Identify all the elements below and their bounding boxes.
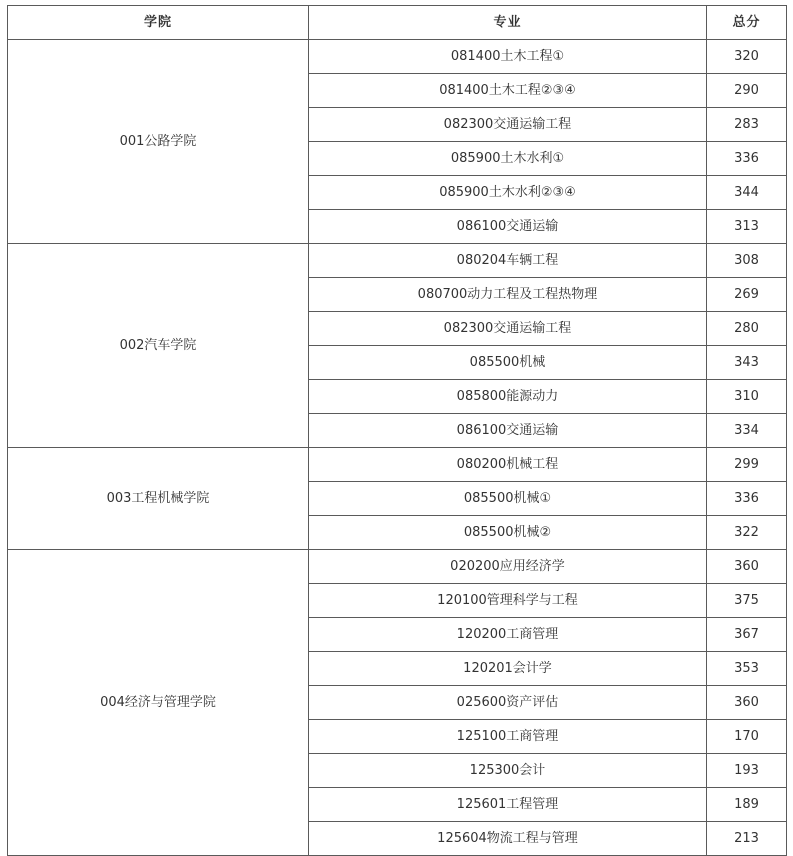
major-cell: 081400土木工程① bbox=[309, 40, 707, 74]
major-cell: 080204车辆工程 bbox=[309, 244, 707, 278]
score-table bbox=[7, 5, 787, 856]
major-cell: 125300会计 bbox=[309, 754, 707, 788]
score-cell: 310 bbox=[707, 380, 787, 414]
major-cell: 120200工商管理 bbox=[309, 618, 707, 652]
score-cell: 360 bbox=[707, 686, 787, 720]
score-cell: 343 bbox=[707, 346, 787, 380]
score-cell: 189 bbox=[707, 788, 787, 822]
major-cell: 082300交通运输工程 bbox=[309, 312, 707, 346]
score-cell: 367 bbox=[707, 618, 787, 652]
score-cell: 193 bbox=[707, 754, 787, 788]
score-cell: 299 bbox=[707, 448, 787, 482]
major-cell: 125601工程管理 bbox=[309, 788, 707, 822]
major-cell: 085900土木水利① bbox=[309, 142, 707, 176]
major-cell: 080700动力工程及工程热物理 bbox=[309, 278, 707, 312]
major-cell: 125100工商管理 bbox=[309, 720, 707, 754]
header-score: 总分 bbox=[707, 6, 787, 40]
table-row bbox=[8, 40, 787, 74]
major-cell: 086100交通运输 bbox=[309, 210, 707, 244]
college-cell: 003工程机械学院 bbox=[8, 448, 309, 550]
header-college: 学院 bbox=[8, 6, 309, 40]
major-cell: 025600资产评估 bbox=[309, 686, 707, 720]
score-cell: 283 bbox=[707, 108, 787, 142]
score-cell: 344 bbox=[707, 176, 787, 210]
college-cell: 002汽车学院 bbox=[8, 244, 309, 448]
score-cell: 290 bbox=[707, 74, 787, 108]
table-row bbox=[8, 550, 787, 584]
table-row bbox=[8, 244, 787, 278]
score-cell: 308 bbox=[707, 244, 787, 278]
score-cell: 320 bbox=[707, 40, 787, 74]
score-cell: 375 bbox=[707, 584, 787, 618]
major-cell: 020200应用经济学 bbox=[309, 550, 707, 584]
header-major: 专业 bbox=[309, 6, 707, 40]
major-cell: 120100管理科学与工程 bbox=[309, 584, 707, 618]
score-cell: 334 bbox=[707, 414, 787, 448]
table-header bbox=[8, 6, 787, 40]
header-row bbox=[8, 6, 787, 40]
major-cell: 085900土木水利②③④ bbox=[309, 176, 707, 210]
table-body bbox=[8, 40, 787, 856]
major-cell: 082300交通运输工程 bbox=[309, 108, 707, 142]
major-cell: 085800能源动力 bbox=[309, 380, 707, 414]
score-cell: 353 bbox=[707, 652, 787, 686]
major-cell: 125604物流工程与管理 bbox=[309, 822, 707, 856]
score-cell: 269 bbox=[707, 278, 787, 312]
college-cell: 004经济与管理学院 bbox=[8, 550, 309, 856]
major-cell: 085500机械 bbox=[309, 346, 707, 380]
score-cell: 336 bbox=[707, 482, 787, 516]
major-cell: 081400土木工程②③④ bbox=[309, 74, 707, 108]
major-cell: 085500机械① bbox=[309, 482, 707, 516]
table-row bbox=[8, 448, 787, 482]
major-cell: 080200机械工程 bbox=[309, 448, 707, 482]
major-cell: 086100交通运输 bbox=[309, 414, 707, 448]
score-cell: 280 bbox=[707, 312, 787, 346]
major-cell: 085500机械② bbox=[309, 516, 707, 550]
score-cell: 170 bbox=[707, 720, 787, 754]
college-cell: 001公路学院 bbox=[8, 40, 309, 244]
score-cell: 360 bbox=[707, 550, 787, 584]
major-cell: 120201会计学 bbox=[309, 652, 707, 686]
score-cell: 336 bbox=[707, 142, 787, 176]
score-cell: 313 bbox=[707, 210, 787, 244]
score-cell: 322 bbox=[707, 516, 787, 550]
score-cell: 213 bbox=[707, 822, 787, 856]
